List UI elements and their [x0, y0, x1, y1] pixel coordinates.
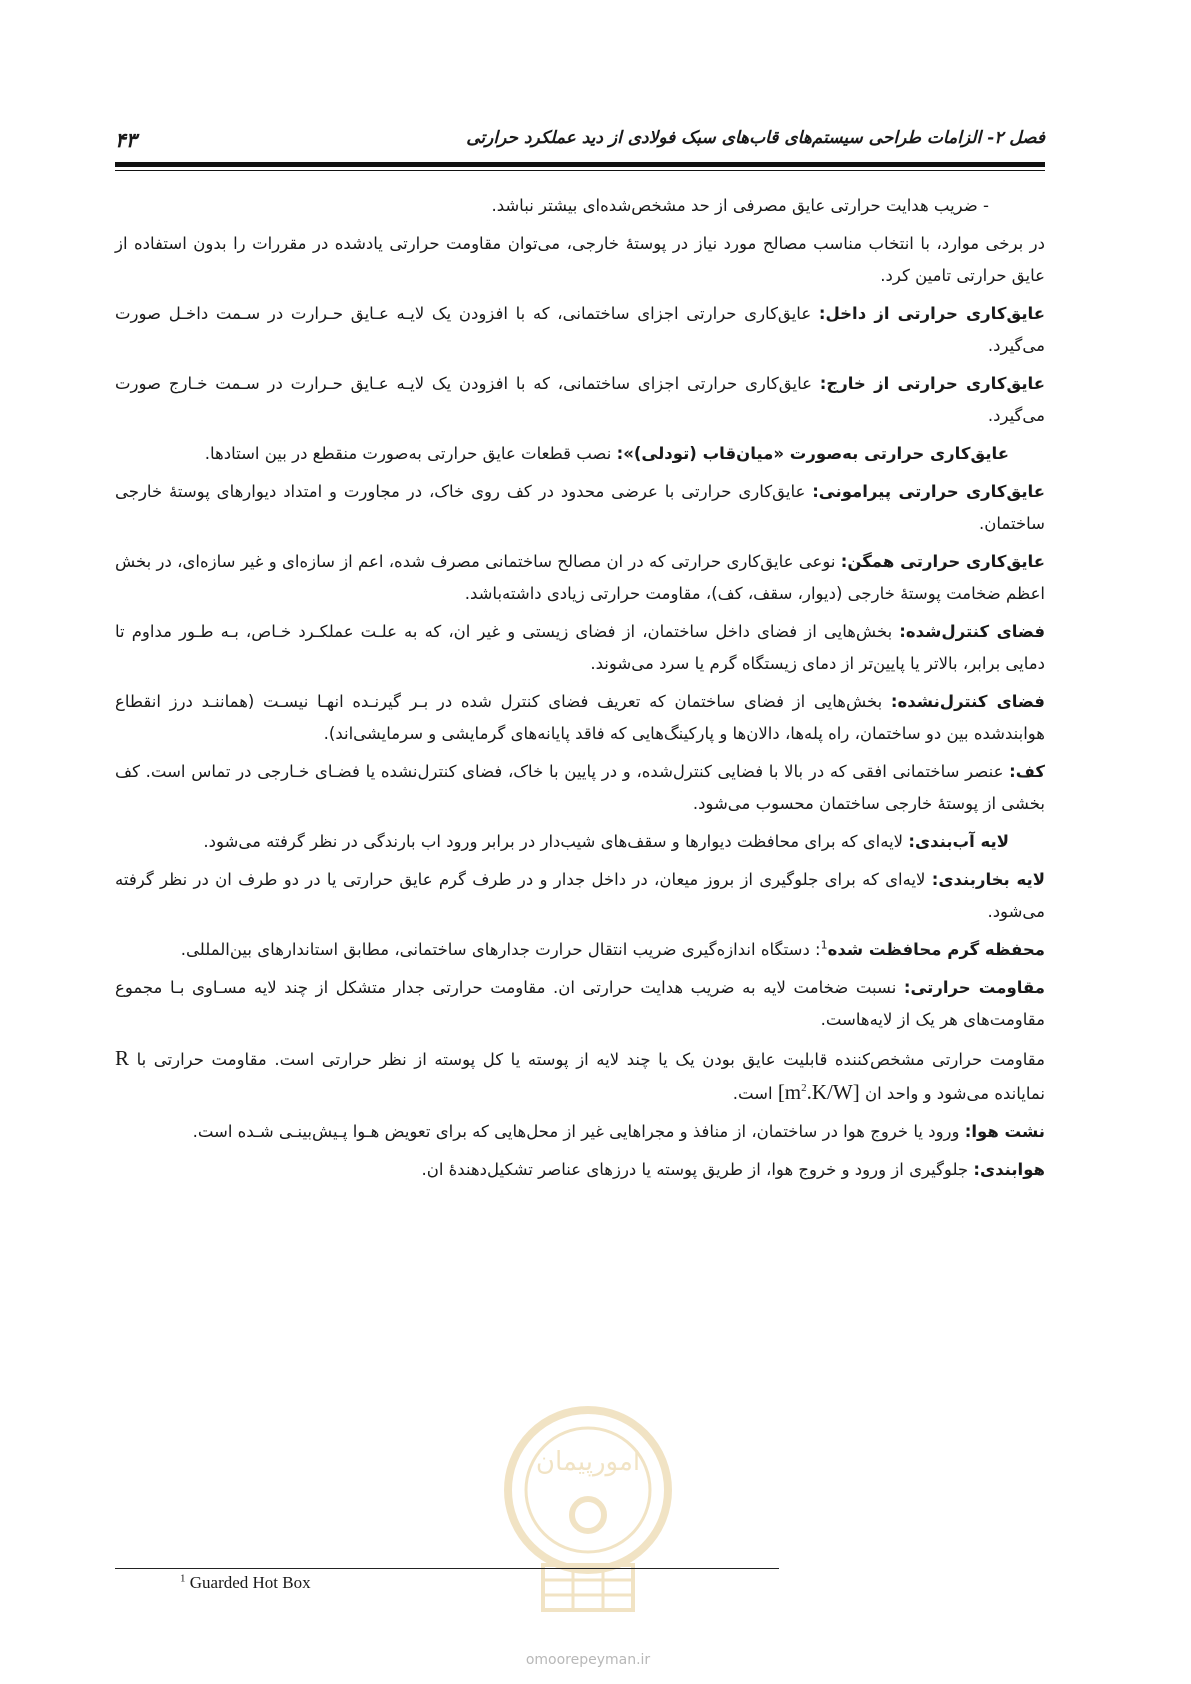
footnote-number: 1	[180, 1572, 186, 1585]
definition-paragraph: محفظه گرم محافظت شده$^1$: دستگاه اندازه‌گیری ضریب انتقال حرارت جدارهای ساختمانی، مطابق استاندارهای بین‌المللی.	[180, 938, 1045, 959]
page-number: ۴۳	[115, 128, 137, 152]
definition-paragraph: عایق‌کاری حرارتی از خارج: عایق‌کاری حرارتی اجزای ساختمانی، که با افزودن یک لایـه عـایق حـرارت در سـمت خـارج صورت می‌گیرد.	[115, 374, 1045, 425]
watermark-logo-icon	[488, 1400, 688, 1615]
paragraph: مقاومت حرارتی مشخص‌کننده قابلیت عایق بودن یک یا چند لایه از پوسته یا کل پوسته از نظر حرارتی است. مقاومت حرارتی با R نمایانده می‌شود و واحد ان $[m^2.K/W]$ است.	[115, 1046, 1045, 1104]
paragraph: در برخی موارد، با انتخاب مناسب مصالح مورد نیاز در پوستهٔ خارجی، می‌توان مقاومت حرارتی یادشده در مقررات را بدون استفاده از عایق حرارتی تامین کرد.	[115, 234, 1045, 285]
definition-paragraph: کف: عنصر ساختمانی افقی که در بالا با فضایی کنترل‌شده، و در پایین با خاک، فضای کنترل‌نشده یا فضـای خـارجی در تماس است. کف بخشی از پوستهٔ خارجی ساختمان محسوب می‌شود.	[115, 762, 1045, 813]
definition-paragraph: عایق‌کاری حرارتی پیرامونی: عایق‌کاری حرارتی با عرضی محدود در کف روی خاک، در مجاورت و امتداد دیوارهای پوستهٔ خارجی ساختمان.	[115, 482, 1045, 533]
definition-term: لایه بخاربندی:	[931, 870, 1046, 889]
definition-paragraph: عایق‌کاری حرارتی از داخل: عایق‌کاری حرارتی اجزای ساختمانی، که با افزودن یک لایـه عـایق حـرارت در سـمت داخـل صورت می‌گیرد.	[115, 304, 1046, 355]
definition-term: فضای کنترل‌نشده:	[890, 692, 1045, 711]
definition-paragraph: مقاومت حرارتی: نسبت ضخامت لایه به ضریب هدایت حرارتی ان. مقاومت حرارتی جدار متشکل از چند لایه مسـاوی بـا مجموع مقاومت‌های هر یک از لایه‌هاست.	[115, 978, 1045, 1029]
paragraph: - ضریب هدایت حرارتی عایق مصرفی از حد مشخص‌شده‌ای بیشتر نباشد.	[491, 196, 989, 215]
definition-term: عایق‌کاری حرارتی از داخل:	[818, 304, 1046, 323]
definition-term: لایه آب‌بندی:	[908, 832, 1009, 851]
definition-term: عایق‌کاری حرارتی همگن:	[840, 552, 1045, 571]
definition-paragraph: لایه بخاربندی: لایه‌ای که برای جلوگیری از بروز میعان، در داخل جدار و در طرف گرم عایق حرارتی یا در دو طرف ان در نظر گرفته می‌شود.	[115, 870, 1046, 921]
definition-term: عایق‌کاری حرارتی به‌صورت «میان‌قاب (تودلی)»:	[616, 444, 1009, 463]
definition-paragraph: لایه آب‌بندی: لایه‌ای که برای محافظت دیوارها و سقف‌های شیب‌دار در برابر ورود اب بارندگی در نظر گرفته می‌شود.	[203, 832, 1009, 851]
page-header	[115, 128, 1045, 156]
definition-term: فضای کنترل‌شده:	[899, 622, 1045, 641]
chapter-title: فصل ۲- الزامات طراحی سیستم‌های قاب‌های سبک فولادی از دید عملکرد حرارتی	[466, 128, 1045, 148]
definition-paragraph: نشت هوا: ورود یا خروج هوا در ساختمان، از منافذ و مجراهایی غیر از محل‌هایی که برای تعویض هـوا پـیش‌بینـی شـده است.	[192, 1122, 1045, 1141]
definition-term: مقاومت حرارتی:	[903, 978, 1045, 997]
svg-text:امورپیمان: امورپیمان	[535, 1447, 641, 1477]
header-rule-thin	[115, 170, 1045, 171]
footnote	[180, 1573, 311, 1593]
definition-paragraph: فضای کنترل‌شده: بخش‌هایی از فضای داخل ساختمان، از فضای زیستی و غیر ان، که به علـت عملکـرد خـاص، بـه طـور مداوم تا دمایی برابر، بالاتر یا پایین‌تر از دمای زیستگاه گرم یا سرد می‌شوند.	[115, 622, 1045, 673]
watermark-url: omoorepeyman.ir	[525, 1652, 651, 1668]
footnote-rule	[115, 1568, 779, 1569]
definition-term: عایق‌کاری حرارتی از خارج:	[819, 374, 1045, 393]
definition-paragraph: عایق‌کاری حرارتی به‌صورت «میان‌قاب (تودلی)»: نصب قطعات عایق حرارتی به‌صورت منقطع در بین استادها.	[204, 444, 1009, 463]
definition-term: هوابندی:	[973, 1160, 1045, 1179]
definition-term: کف:	[1009, 762, 1045, 781]
footnote-ref: 1	[820, 938, 828, 952]
header-rule-thick	[115, 162, 1045, 167]
definition-term: نشت هوا:	[964, 1122, 1045, 1141]
definition-term: محفظه گرم محافظت شده	[827, 940, 1045, 959]
footnote-text: Guarded Hot Box	[189, 1573, 311, 1592]
body-text	[115, 190, 1045, 1192]
definition-term: عایق‌کاری حرارتی پیرامونی:	[812, 482, 1045, 501]
symbol-r: R	[115, 1046, 130, 1070]
unit: $[m^2.K/W]$	[777, 1080, 860, 1104]
definition-paragraph: هوابندی: جلوگیری از ورود و خروج هوا، از طریق پوسته یا درزهای عناصر تشکیل‌دهندهٔ ان.	[421, 1160, 1045, 1179]
definition-paragraph: فضای کنترل‌نشده: بخش‌هایی از فضای ساختمان که تعریف فضای کنترل شده در بـر گیرنـده انهـا نیسـت (هماننـد درز انقطاع هوابندشده بین دو ساختمان، راه پله‌ها، دالان‌ها و پارکینگ‌هایی که فاقد پایانه‌های گرمایشی و سرمایشی‌اند).	[115, 692, 1045, 743]
definition-paragraph: عایق‌کاری حرارتی همگن: نوعی عایق‌کاری حرارتی که در ان مصالح ساختمانی مصرف شده، اعم از سازه‌ای و غیر سازه‌ای، در بخش اعظم ضخامت پوستهٔ خارجی (دیوار، سقف، کف)، مقاومت حرارتی زیادی داشته‌باشد.	[115, 552, 1045, 603]
